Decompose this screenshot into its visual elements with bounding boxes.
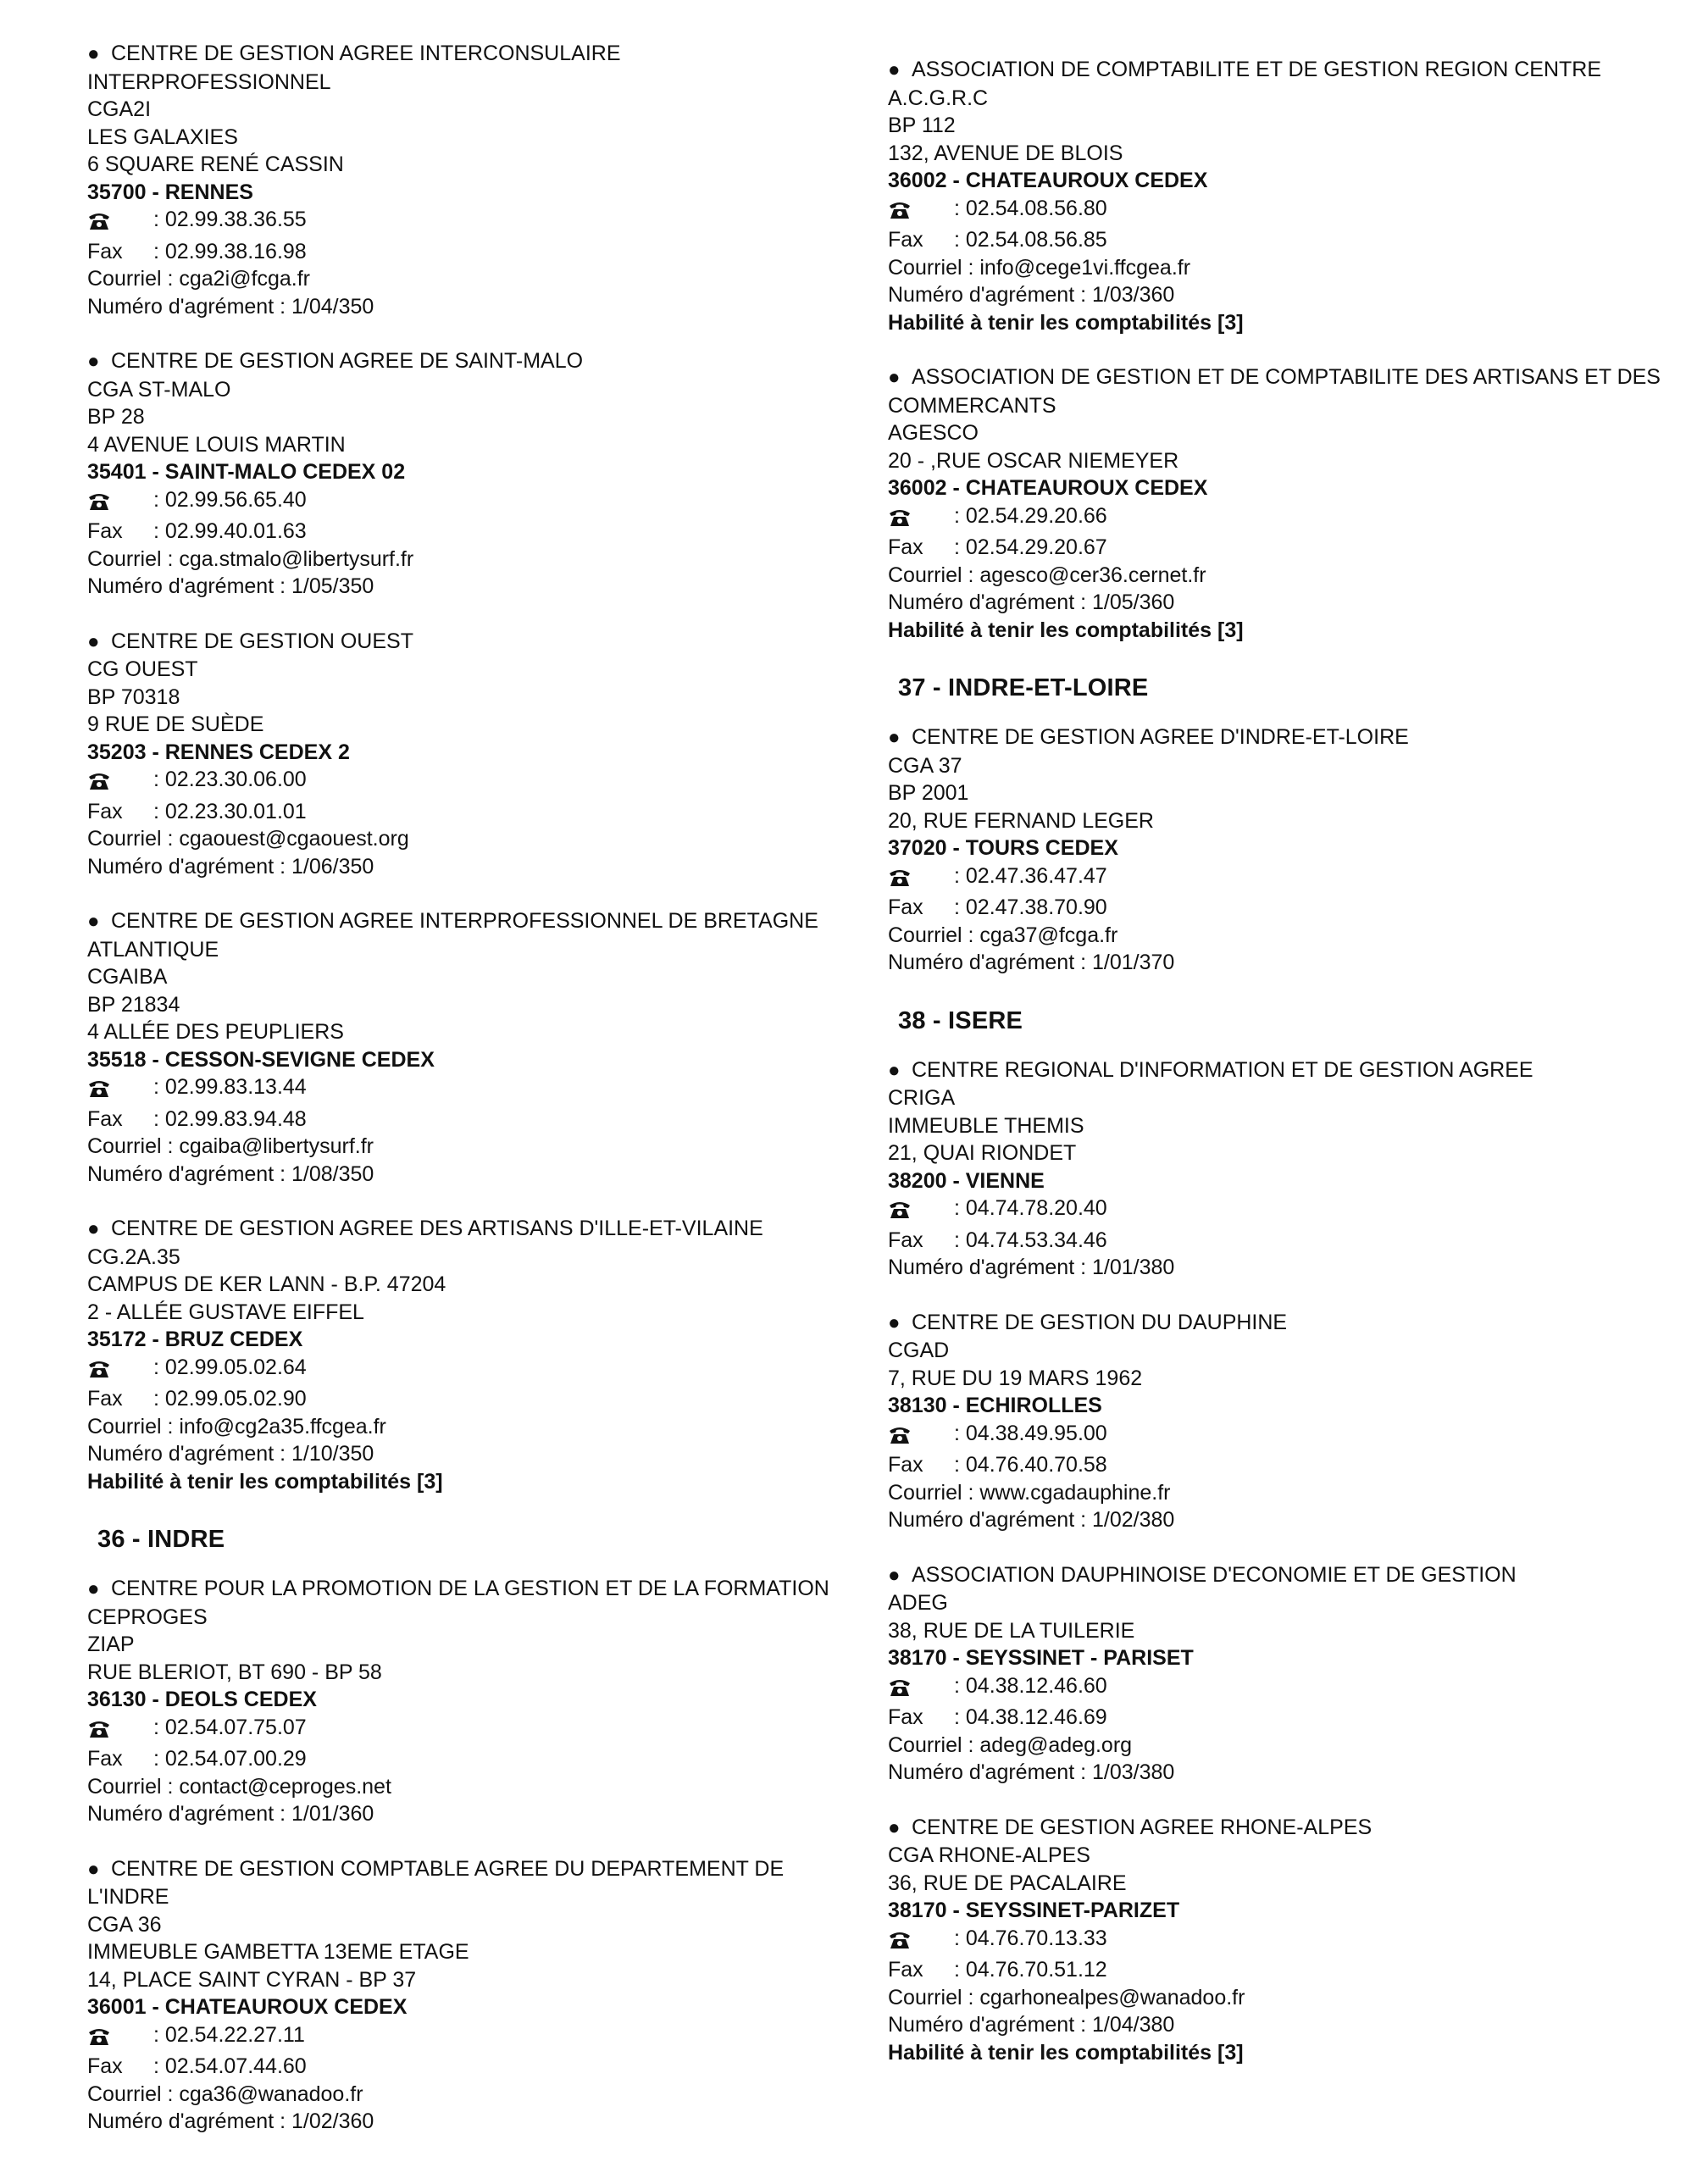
phone-row	[87, 766, 850, 798]
address-line: BP 28	[87, 405, 145, 429]
bullet-icon: ●	[888, 1311, 901, 1334]
phone-label	[87, 766, 153, 798]
phone-icon	[888, 867, 912, 885]
address-line: BP 112	[888, 114, 956, 137]
phone-number: : 02.54.08.56.80	[954, 196, 1107, 220]
phone-number: : 02.23.30.06.00	[153, 768, 307, 791]
phone-row	[87, 2021, 850, 2054]
phone-number: : 04.38.49.95.00	[954, 1421, 1107, 1445]
phone-icon	[888, 1424, 912, 1443]
directory-entry	[87, 1215, 850, 1495]
phone-row	[888, 1420, 1667, 1452]
phone-row	[888, 195, 1667, 227]
right-column	[888, 0, 1667, 2093]
fax-label: Fax	[87, 519, 123, 543]
fax-number: : 02.99.05.02.90	[153, 1387, 307, 1411]
section-heading: 36 - INDRE	[97, 1526, 225, 1553]
email-line: Courriel : cgaiba@libertysurf.fr	[87, 1134, 374, 1158]
postal-city: 37020 - TOURS CEDEX	[888, 836, 1118, 860]
address-line: LES GALAXIES	[87, 125, 238, 149]
email-line: Courriel : info@cege1vi.ffcgea.fr	[888, 255, 1191, 280]
agrement-number: Numéro d'agrément : 1/01/360	[87, 1802, 374, 1826]
fax-row	[87, 1106, 850, 1134]
phone-row	[888, 1195, 1667, 1227]
organization-acronym: AGESCO	[888, 421, 979, 445]
agrement-number: Numéro d'agrément : 1/06/350	[87, 854, 374, 879]
postal-city: 36130 - DEOLS CEDEX	[87, 1688, 317, 1711]
directory-entry	[87, 347, 850, 601]
entry-name-line	[87, 1215, 850, 1244]
phone-label	[888, 1925, 954, 1957]
postal-city: 35518 - CESSON-SEVIGNE CEDEX	[87, 1047, 435, 1072]
agrement-number: Numéro d'agrément : 1/08/350	[87, 1161, 374, 1186]
email-line: Courriel : adeg@adeg.org	[888, 1732, 1133, 1757]
organization-acronym: CGAD	[888, 1339, 950, 1362]
phone-row	[87, 206, 850, 238]
organization-name: CENTRE DE GESTION AGREE INTERPROFESSIONNEL DE BRETAGNE ATLANTIQUE	[87, 909, 818, 962]
organization-acronym: CEPROGES	[87, 1605, 208, 1629]
fax-label: Fax	[87, 1106, 123, 1131]
fax-label: Fax	[87, 2054, 123, 2078]
habilitation-note: Habilité à tenir les comptabilités [3]	[888, 2040, 1244, 2065]
fax-row	[888, 534, 1667, 562]
organization-name: CENTRE DE GESTION AGREE DES ARTISANS D'ILLE-ET-VILAINE	[111, 1217, 763, 1240]
phone-number: : 02.99.56.65.40	[153, 487, 307, 512]
phone-icon	[888, 1677, 912, 1695]
entry-name-line	[87, 628, 850, 657]
directory-entry	[87, 1575, 850, 1828]
organization-acronym: CRIGA	[888, 1086, 956, 1110]
phone-icon	[87, 1718, 111, 1737]
organization-acronym: CG OUEST	[87, 657, 198, 681]
phone-icon	[87, 1078, 111, 1096]
postal-city: 36002 - CHATEAUROUX CEDEX	[888, 169, 1208, 192]
email-line: Courriel : www.cgadauphine.fr	[888, 1480, 1171, 1505]
entry-name-line	[888, 1309, 1667, 1338]
organization-name: CENTRE DE GESTION AGREE D'INDRE-ET-LOIRE	[912, 725, 1409, 749]
entry-name-line	[888, 363, 1667, 419]
phone-icon	[888, 1929, 912, 1948]
entry-name-line	[888, 56, 1667, 85]
habilitation-note: Habilité à tenir les comptabilités [3]	[888, 618, 1244, 642]
fax-row	[87, 1385, 850, 1413]
organization-acronym: CGA2I	[87, 97, 152, 121]
organization-name: CENTRE DE GESTION AGREE DE SAINT-MALO	[111, 349, 584, 373]
postal-city: 35172 - BRUZ CEDEX	[87, 1328, 303, 1351]
organization-name: CENTRE DE GESTION AGREE INTERCONSULAIRE INTERPROFESSIONNEL	[87, 42, 621, 94]
fax-number: : 04.76.70.51.12	[954, 1958, 1107, 1982]
phone-row	[87, 486, 850, 518]
phone-row	[888, 1925, 1667, 1957]
entry-name-line	[87, 907, 850, 963]
directory-entry	[888, 1056, 1667, 1282]
phone-number: : 04.38.12.46.60	[954, 1673, 1107, 1698]
phone-label	[87, 2021, 153, 2054]
section-heading: 37 - INDRE-ET-LOIRE	[898, 674, 1149, 701]
fax-row	[888, 1451, 1667, 1479]
address-line: BP 70318	[87, 685, 180, 709]
address-line: IMMEUBLE GAMBETTA 13EME ETAGE	[87, 1940, 469, 1964]
fax-label: Fax	[888, 895, 923, 919]
organization-acronym: CGA 36	[87, 1912, 162, 1937]
bullet-icon: ●	[87, 350, 100, 373]
fax-label: Fax	[87, 239, 123, 263]
postal-city: 38200 - VIENNE	[888, 1168, 1045, 1193]
address-line: 6 SQUARE RENÉ CASSIN	[87, 152, 344, 176]
fax-number: : 02.99.40.01.63	[153, 519, 307, 543]
fax-row	[888, 894, 1667, 922]
agrement-number: Numéro d'agrément : 1/02/360	[87, 2109, 374, 2133]
email-line: Courriel : cga2i@fcga.fr	[87, 267, 310, 291]
address-line: 7, RUE DU 19 MARS 1962	[888, 1366, 1143, 1390]
organization-name: ASSOCIATION DE COMPTABILITE ET DE GESTION REGION CENTRE	[912, 58, 1602, 81]
phone-number: : 02.54.07.75.07	[153, 1715, 307, 1739]
organization-acronym: CGA 37	[888, 753, 962, 778]
phone-number: : 02.54.22.27.11	[153, 2022, 305, 2047]
entry-name-line	[87, 347, 850, 376]
email-line: Courriel : cga36@wanadoo.fr	[87, 2082, 363, 2106]
organization-acronym: CGAIBA	[87, 965, 168, 989]
bullet-icon: ●	[87, 629, 100, 653]
email-line: Courriel : cga.stmalo@libertysurf.fr	[87, 546, 414, 571]
address-line: 14, PLACE SAINT CYRAN - BP 37	[87, 1967, 417, 1992]
address-line: 38, RUE DE LA TUILERIE	[888, 1618, 1135, 1643]
address-line: 36, RUE DE PACALAIRE	[888, 1871, 1127, 1895]
bullet-icon: ●	[888, 1563, 901, 1587]
phone-row	[87, 1714, 850, 1746]
entry-name-line	[888, 723, 1667, 752]
bullet-icon: ●	[87, 1857, 100, 1881]
postal-city: 36001 - CHATEAUROUX CEDEX	[87, 1995, 408, 2019]
organization-name: ASSOCIATION DAUPHINOISE D'ECONOMIE ET DE GESTION	[912, 1562, 1517, 1587]
entry-name-line	[888, 1814, 1667, 1843]
fax-label: Fax	[888, 1958, 923, 1982]
phone-icon	[87, 1358, 111, 1377]
phone-label	[87, 1073, 153, 1106]
fax-number: : 04.74.53.34.46	[954, 1228, 1107, 1252]
organization-acronym: CG.2A.35	[87, 1244, 180, 1269]
organization-name: ASSOCIATION DE GESTION ET DE COMPTABILITE DES ARTISANS ET DES COMMERCANTS	[888, 365, 1661, 418]
address-line: ZIAP	[87, 1633, 135, 1656]
phone-label	[888, 502, 954, 535]
fax-number: : 04.38.12.46.69	[954, 1705, 1107, 1729]
directory-entry	[87, 628, 850, 881]
organization-name: CENTRE DE GESTION COMPTABLE AGREE DU DEPARTEMENT DE L'INDRE	[87, 1856, 785, 1909]
fax-row	[87, 1745, 850, 1773]
phone-number: : 02.54.29.20.66	[954, 503, 1107, 528]
agrement-number: Numéro d'agrément : 1/10/350	[87, 1442, 374, 1466]
directory-entry	[87, 40, 850, 320]
fax-row	[888, 226, 1667, 254]
phone-number: : 02.99.38.36.55	[153, 208, 307, 231]
bullet-icon: ●	[87, 1577, 100, 1600]
fax-number: : 02.54.07.44.60	[153, 2054, 307, 2078]
phone-label	[888, 1195, 954, 1227]
agrement-number: Numéro d'agrément : 1/01/370	[888, 951, 1175, 974]
phone-row	[87, 1354, 850, 1386]
entry-name-line	[87, 1855, 850, 1911]
phone-number: : 04.74.78.20.40	[954, 1196, 1107, 1220]
organization-name: CENTRE DE GESTION OUEST	[111, 629, 413, 653]
postal-city: 35700 - RENNES	[87, 180, 253, 204]
fax-row	[87, 2053, 850, 2081]
phone-number: : 02.47.36.47.47	[954, 863, 1107, 888]
phone-icon	[888, 507, 912, 525]
fax-number: : 04.76.40.70.58	[954, 1453, 1107, 1477]
directory-entry	[888, 1814, 1667, 2067]
phone-number: : 04.76.70.13.33	[954, 1926, 1107, 1950]
entry-name-line	[888, 1056, 1667, 1085]
address-line: 2 - ALLÉE GUSTAVE EIFFEL	[87, 1300, 364, 1324]
phone-row	[87, 1073, 850, 1106]
phone-row	[888, 862, 1667, 895]
address-line: BP 21834	[87, 992, 180, 1017]
phone-icon	[87, 770, 111, 789]
address-line: 20, RUE FERNAND LEGER	[888, 808, 1154, 833]
bullet-icon: ●	[87, 1217, 100, 1240]
fax-label: Fax	[888, 1705, 923, 1729]
fax-label: Fax	[87, 1387, 123, 1411]
address-line: 132, AVENUE DE BLOIS	[888, 141, 1123, 165]
email-line: Courriel : info@cg2a35.ffcgea.fr	[87, 1414, 386, 1439]
left-column	[87, 0, 850, 2163]
email-line: Courriel : cgaouest@cgaouest.org	[87, 827, 409, 851]
habilitation-note: Habilité à tenir les comptabilités [3]	[888, 310, 1244, 335]
address-line: BP 2001	[888, 781, 969, 805]
fax-label: Fax	[888, 535, 923, 559]
fax-number: : 02.54.08.56.85	[954, 228, 1107, 252]
phone-icon	[87, 491, 111, 509]
fax-number: : 02.23.30.01.01	[153, 799, 307, 823]
address-line: CAMPUS DE KER LANN - B.P. 47204	[87, 1272, 446, 1296]
phone-row	[888, 1672, 1667, 1705]
organization-acronym: CGA RHONE-ALPES	[888, 1843, 1090, 1867]
email-line: Courriel : cgarhonealpes@wanadoo.fr	[888, 1985, 1245, 2009]
address-line: 4 ALLÉE DES PEUPLIERS	[87, 1020, 344, 1044]
postal-city: 38170 - SEYSSINET - PARISET	[888, 1646, 1194, 1670]
organization-name: CENTRE DE GESTION DU DAUPHINE	[912, 1310, 1288, 1334]
fax-number: : 02.54.29.20.67	[954, 535, 1107, 559]
organization-name: CENTRE REGIONAL D'INFORMATION ET DE GESTION AGREE	[912, 1057, 1533, 1082]
agrement-number: Numéro d'agrément : 1/04/350	[87, 294, 374, 319]
fax-row	[888, 1704, 1667, 1732]
postal-city: 38170 - SEYSSINET-PARIZET	[888, 1899, 1180, 1922]
address-line: 21, QUAI RIONDET	[888, 1141, 1077, 1165]
directory-entry	[87, 907, 850, 1188]
organization-acronym: A.C.G.R.C	[888, 86, 989, 110]
organization-acronym: CGA ST-MALO	[87, 377, 231, 402]
phone-label	[888, 1420, 954, 1452]
entry-name-line	[87, 40, 850, 96]
fax-label: Fax	[87, 799, 123, 823]
agrement-number: Numéro d'agrément : 1/02/380	[888, 1508, 1175, 1532]
fax-label: Fax	[888, 1453, 923, 1477]
fax-number: : 02.99.83.94.48	[153, 1106, 307, 1131]
fax-row	[888, 1956, 1667, 1984]
agrement-number: Numéro d'agrément : 1/05/360	[888, 590, 1175, 614]
phone-label	[87, 206, 153, 238]
agrement-number: Numéro d'agrément : 1/05/350	[87, 574, 374, 598]
directory-entry	[888, 56, 1667, 336]
directory-entry	[888, 363, 1667, 644]
fax-label: Fax	[888, 228, 923, 252]
address-line: 20 - ,RUE OSCAR NIEMEYER	[888, 448, 1179, 473]
address-line: 4 AVENUE LOUIS MARTIN	[87, 432, 346, 457]
habilitation-note: Habilité à tenir les comptabilités [3]	[87, 1469, 443, 1494]
phone-label	[888, 195, 954, 227]
directory-entry	[888, 1309, 1667, 1534]
phone-label	[87, 1354, 153, 1386]
directory-entry	[888, 723, 1667, 977]
bullet-icon: ●	[888, 1058, 901, 1082]
phone-label	[87, 1714, 153, 1746]
phone-label	[888, 862, 954, 895]
organization-name: CENTRE DE GESTION AGREE RHONE-ALPES	[912, 1815, 1372, 1839]
phone-label	[888, 1672, 954, 1705]
fax-number: : 02.99.38.16.98	[153, 239, 307, 263]
address-line: IMMEUBLE THEMIS	[888, 1113, 1084, 1138]
bullet-icon: ●	[87, 910, 100, 933]
agrement-number: Numéro d'agrément : 1/01/380	[888, 1256, 1175, 1279]
phone-icon	[87, 210, 111, 229]
agrement-number: Numéro d'agrément : 1/03/360	[888, 283, 1175, 307]
fax-number: : 02.47.38.70.90	[954, 895, 1107, 919]
agrement-number: Numéro d'agrément : 1/03/380	[888, 1760, 1175, 1784]
fax-row	[87, 518, 850, 546]
bullet-icon: ●	[888, 58, 901, 81]
postal-city: 36002 - CHATEAUROUX CEDEX	[888, 476, 1208, 500]
email-line: Courriel : cga37@fcga.fr	[888, 923, 1118, 947]
postal-city: 35401 - SAINT-MALO CEDEX 02	[87, 460, 406, 484]
fax-number: : 02.54.07.00.29	[153, 1747, 307, 1771]
fax-row	[87, 238, 850, 266]
entry-name-line	[87, 1575, 850, 1604]
agrement-number: Numéro d'agrément : 1/04/380	[888, 2013, 1175, 2037]
entry-name-line	[888, 1561, 1667, 1590]
directory-entry	[888, 1561, 1667, 1787]
phone-number: : 02.99.05.02.64	[153, 1355, 307, 1379]
address-line: RUE BLERIOT, BT 690 - BP 58	[87, 1660, 382, 1684]
phone-row	[888, 502, 1667, 535]
fax-row	[87, 798, 850, 826]
phone-icon	[888, 1199, 912, 1217]
phone-icon	[87, 2026, 111, 2044]
postal-city: 35203 - RENNES CEDEX 2	[87, 740, 350, 764]
email-line: Courriel : contact@ceproges.net	[87, 1774, 391, 1799]
directory-entry	[87, 1855, 850, 2136]
postal-city: 38130 - ECHIROLLES	[888, 1394, 1102, 1417]
bullet-icon: ●	[888, 726, 901, 749]
address-line: 9 RUE DE SUÈDE	[87, 712, 264, 736]
organization-name: CENTRE POUR LA PROMOTION DE LA GESTION ET DE LA FORMATION	[111, 1577, 829, 1600]
bullet-icon: ●	[87, 42, 100, 65]
fax-row	[888, 1227, 1667, 1255]
section-heading: 38 - ISERE	[898, 1006, 1023, 1034]
fax-label: Fax	[888, 1228, 923, 1252]
email-line: Courriel : agesco@cer36.cernet.fr	[888, 563, 1206, 587]
phone-label	[87, 486, 153, 518]
fax-label: Fax	[87, 1747, 123, 1771]
phone-number: : 02.99.83.13.44	[153, 1075, 307, 1099]
bullet-icon: ●	[888, 1815, 901, 1839]
organization-acronym: ADEG	[888, 1591, 948, 1615]
phone-icon	[888, 199, 912, 218]
bullet-icon: ●	[888, 366, 901, 389]
